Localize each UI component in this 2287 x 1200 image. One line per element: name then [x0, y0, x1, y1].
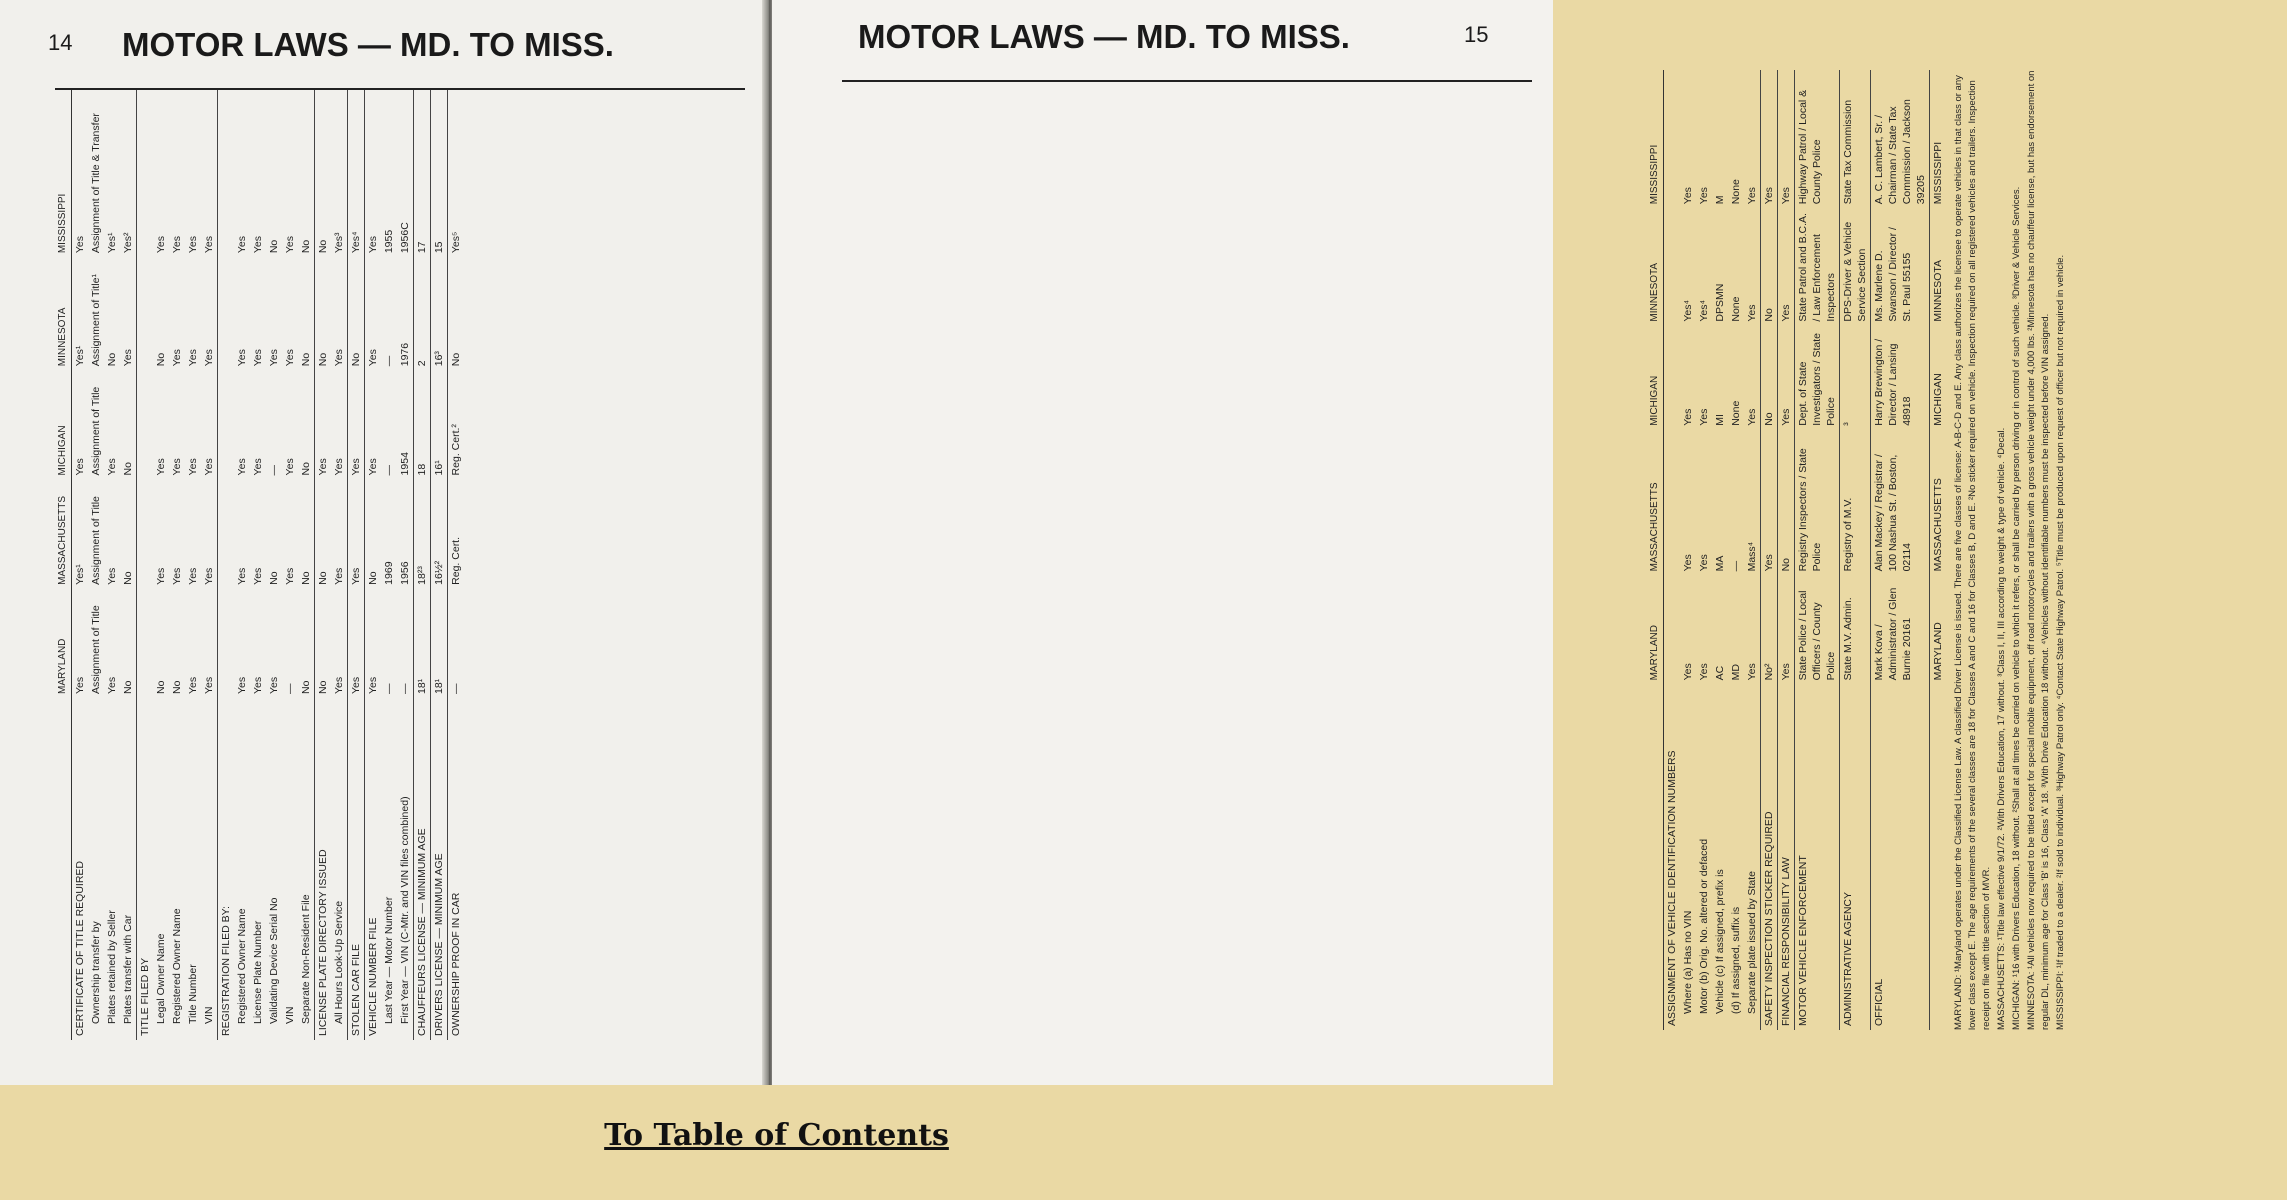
table-cell: Yes — [236, 236, 248, 254]
row-label: MOTOR VEHICLE ENFORCEMENT — [1795, 684, 1840, 1030]
table-cell: No — [1761, 326, 1778, 430]
table-cell: No — [106, 352, 118, 367]
table-cell: — — [448, 589, 465, 698]
table-cell: Yes — [252, 236, 264, 254]
table-cell: No — [1761, 208, 1778, 325]
table-cell: Yes — [236, 567, 248, 585]
table-cell: Yes — [1778, 208, 1795, 325]
table-row — [234, 90, 250, 1040]
table-cell: Yes⁴ — [348, 90, 365, 257]
table-cell: Assignment of Title — [90, 605, 102, 694]
table-cell: Harry Brewington / Director / Lansing 48918 — [1871, 326, 1930, 430]
column-header: MASSACHUSETTS — [55, 479, 72, 588]
table-row — [1930, 70, 1947, 1030]
table-cell: Yes — [1698, 408, 1710, 426]
table-cell: Yes — [1761, 430, 1778, 576]
table-cell: No — [365, 479, 382, 588]
table-cell: M — [1714, 195, 1726, 205]
table-row — [1778, 70, 1795, 1030]
table-cell: Yes — [1698, 554, 1710, 572]
table-cell: Yes — [72, 90, 89, 257]
table-cell: MICHIGAN — [1930, 326, 1947, 430]
table-cell: Yes — [333, 458, 345, 476]
table-cell: Registry of M.V. — [1840, 430, 1871, 576]
table-cell: No — [300, 462, 312, 476]
row-label: All Hours Look-Up Service — [333, 900, 345, 1024]
table-cell: No — [155, 680, 167, 694]
page-number: 14 — [48, 30, 73, 55]
table-row — [298, 90, 315, 1040]
column-header: MICHIGAN — [1647, 326, 1664, 430]
table-cell: 2 — [414, 257, 431, 370]
table-cell: No — [448, 257, 465, 370]
table-row — [315, 90, 332, 1040]
column-header: MISSISSIPPI — [55, 90, 72, 257]
column-header: MARYLAND — [1647, 575, 1664, 684]
table-cell: AC — [1714, 665, 1726, 681]
table-cell: State Police / Local Officers / County Police — [1795, 575, 1840, 684]
column-header-label — [1647, 684, 1664, 1030]
table-cell: Highway Patrol / Local & County Police — [1795, 70, 1840, 208]
row-label: Registered Owner Name — [236, 908, 248, 1024]
table-cell: Yes — [1778, 326, 1795, 430]
table-cell: Yes — [155, 567, 167, 585]
table-cell: Yes — [348, 589, 365, 698]
table-cell: Yes — [284, 567, 296, 585]
footnote: MARYLAND: ¹Maryland operates under the Classified License Law. A classified Driver License is issued. There are five classes of license: A-B-C-D and E. Any class authorizes the licensee to operate vehicles in that class or any lower class except E. The age requirements of the several classes are 18 for Classes A and C and 16 for Classes B, D and E. ²No sticker required on vehicle. Inspection required on all registered vehicles and trailers. Inspection receipt on file with title section of MVR. — [1953, 75, 1992, 1030]
table-cell: No — [300, 239, 312, 254]
row-label: OFFICIAL — [1871, 684, 1930, 1030]
row-label: TITLE FILED BY — [137, 698, 154, 1040]
table-cell: Yes — [106, 458, 118, 476]
table-cell: 18²³ — [414, 479, 431, 588]
table-cell: Yes — [171, 349, 183, 367]
table-cell: 16½² — [431, 479, 448, 588]
footnote: MICHIGAN: ¹16 with Drivers Education, 18 without. ²Shall at all times be carried on vehicle to which it refers, or shall be carried by person driving or in control of such vehicle. ³Driver & Vehicle Services. — [2011, 186, 2022, 1030]
table-row — [1761, 70, 1778, 1030]
table-cell: Yes — [1698, 663, 1710, 681]
table-cell: Yes — [187, 458, 199, 476]
table-cell: ³ — [1840, 326, 1871, 430]
table-cell: Yes¹ — [106, 232, 118, 254]
table-cell — [1664, 430, 1681, 576]
table-row — [137, 90, 154, 1040]
column-header: MICHIGAN — [55, 370, 72, 479]
table-cell: Yes — [268, 676, 280, 694]
table-cell: 16³ — [431, 257, 448, 370]
table-cell: State M.V. Admin. — [1840, 575, 1871, 684]
row-label: Separate plate issued by State — [1746, 870, 1758, 1014]
row-label: Last Year — Motor Number — [383, 896, 395, 1024]
column-header-label — [55, 698, 72, 1040]
table-cell: 1956 — [399, 561, 411, 585]
table-cell: Yes — [203, 236, 215, 254]
table-cell: Yes — [1778, 575, 1795, 684]
table-cell: A. C. Lambert, Sr. / Chairman / State Tax Commission / Jackson 39205 — [1871, 70, 1930, 208]
table-cell: No — [171, 680, 183, 694]
table-cell: Assignment of Title¹ — [90, 274, 102, 367]
table-cell: Mark Kova / Administrator / Glen Burnie 20161 — [1871, 575, 1930, 684]
table-cell: — — [383, 683, 395, 694]
table-cell: Yes⁴ — [1682, 299, 1694, 322]
table-cell: Yes — [187, 567, 199, 585]
table-row — [348, 90, 365, 1040]
row-label: ASSIGNMENT OF VEHICLE IDENTIFICATION NUMBERS — [1664, 684, 1681, 1030]
table-cell: No — [300, 680, 312, 694]
table-cell: MA — [1714, 555, 1726, 572]
table-cell: No — [122, 680, 134, 694]
table-row — [1871, 70, 1930, 1030]
table-cell: — — [383, 464, 395, 476]
table-cell: No — [155, 352, 167, 367]
table-cell: State Patrol and B.C.A. / Law Enforcement Inspectors — [1795, 208, 1840, 325]
table-row — [1744, 70, 1761, 1030]
table-row — [381, 90, 397, 1040]
table-cell: Yes — [315, 370, 332, 479]
table-cell: Yes — [1746, 187, 1758, 205]
row-label: Where (a) Has no VIN — [1682, 910, 1694, 1014]
row-label: Legal Owner Name — [155, 933, 167, 1024]
page-number: 15 — [1464, 22, 1489, 47]
table-cell: DPSMN — [1714, 283, 1726, 322]
table-cell: Yes — [348, 370, 365, 479]
row-label: STOLEN CAR FILE — [348, 698, 365, 1040]
footnote: MASSACHUSETTS: ¹Title law effective 9/1/72. ²With Drivers Education, 17 without. ³Class I, II, III according to weight & type of vehicle. ⁴Decal. — [1996, 427, 2007, 1030]
table-cell: None — [1730, 400, 1742, 426]
table-cell: Yes⁵ — [448, 90, 465, 257]
row-label: VIN — [203, 1006, 215, 1024]
row-label: Ownership transfer by — [90, 921, 102, 1024]
table-cell: Yes — [236, 458, 248, 476]
footnote: MISSISSIPPI: ¹If traded to a dealer. ²If sold to individual. ³Highway Patrol only. ⁴Contact State Highway Patrol. ⁵Title must be produced upon request of officer but not required in vehicle. — [2055, 254, 2066, 1030]
table-cell: Yes — [203, 349, 215, 367]
table-cell: No — [300, 571, 312, 585]
table-cell: — — [1730, 560, 1742, 572]
row-label: VIN — [284, 1006, 296, 1024]
table-cell: DPS-Driver & Vehicle Service Section — [1840, 208, 1871, 325]
table-row — [250, 90, 266, 1040]
table-cell — [218, 370, 235, 479]
table-cell — [218, 257, 235, 370]
row-label: SAFETY INSPECTION STICKER REQUIRED — [1761, 684, 1778, 1030]
table-row — [169, 90, 185, 1040]
table-cell — [1664, 70, 1681, 208]
table-cell: No — [315, 90, 332, 257]
row-label: Validating Device Serial No — [268, 897, 280, 1024]
table-cell: Yes — [122, 349, 134, 367]
right-page — [772, 0, 2066, 1085]
row-label: First Year — VIN (C-Mtr. and VIN files combined) — [399, 796, 411, 1024]
table-cell: No — [300, 352, 312, 367]
table-cell — [1664, 208, 1681, 325]
table-cell: Yes — [252, 458, 264, 476]
table-cell: Yes — [236, 349, 248, 367]
table-cell: Yes — [268, 349, 280, 367]
table-cell: 1954 — [399, 452, 411, 476]
row-label: Motor (b) Orig. No. altered or defaced — [1698, 838, 1710, 1014]
table-cell: Yes — [284, 349, 296, 367]
column-header: MINNESOTA — [55, 257, 72, 370]
table-cell: Yes — [365, 90, 382, 257]
table-cell: Yes — [187, 349, 199, 367]
table-cell: Assignment of Title — [90, 386, 102, 476]
table-row — [448, 90, 465, 1040]
table-cell: Yes — [1682, 663, 1694, 681]
table-cell: MARYLAND — [1930, 575, 1947, 684]
table-row — [282, 90, 298, 1040]
footnotes — [1952, 70, 2068, 1030]
column-header: MARYLAND — [55, 589, 72, 698]
column-header: MISSISSIPPI — [1647, 70, 1664, 208]
page-title: MOTOR LAWS — MD. TO MISS. — [858, 18, 1350, 55]
motor-laws-table-right — [1647, 70, 1946, 1030]
row-label: LICENSE PLATE DIRECTORY ISSUED — [315, 698, 332, 1040]
row-label: REGISTRATION FILED BY: — [218, 698, 235, 1040]
row-label: CHAUFFEURS LICENSE — MINIMUM AGE — [414, 698, 431, 1040]
table-cell: State Tax Commission — [1840, 70, 1871, 208]
table-cell: Yes — [1682, 187, 1694, 205]
table-cell: Yes — [284, 458, 296, 476]
table-cell — [137, 479, 154, 588]
table-cell: Yes — [1778, 70, 1795, 208]
table-cell: Yes — [365, 589, 382, 698]
table-cell: None — [1730, 179, 1742, 205]
table-row — [72, 90, 89, 1040]
row-label: OWNERSHIP PROOF IN CAR — [448, 698, 465, 1040]
table-of-contents-link[interactable]: To Table of Contents — [604, 1118, 949, 1153]
row-label: License Plate Number — [252, 920, 264, 1024]
table-row — [331, 90, 348, 1040]
table-cell: Yes¹ — [72, 479, 89, 588]
row-label — [1930, 684, 1947, 1030]
table-row — [1840, 70, 1871, 1030]
table-cell — [137, 90, 154, 257]
table-cell: 1976 — [399, 342, 411, 367]
table-row — [104, 90, 120, 1040]
table-cell: No — [348, 257, 365, 370]
table-cell: Yes — [106, 567, 118, 585]
row-label: (d) If assigned, suffix is — [1730, 906, 1742, 1014]
table-cell: — — [268, 464, 280, 476]
table-row — [414, 90, 431, 1040]
table-cell: 15 — [431, 90, 448, 257]
table-row — [201, 90, 218, 1040]
table-row — [1712, 70, 1728, 1030]
table-cell: — — [284, 683, 296, 694]
table-cell: 18¹ — [431, 589, 448, 698]
row-label: CERTIFICATE OF TITLE REQUIRED — [72, 698, 89, 1040]
table-row — [1795, 70, 1840, 1030]
table-row — [397, 90, 414, 1040]
table-cell: Yes — [155, 458, 167, 476]
table-cell: Mass⁴ — [1746, 541, 1758, 572]
table-cell: No — [268, 571, 280, 585]
table-cell: Yes — [333, 349, 345, 367]
table-cell: Yes — [333, 567, 345, 585]
table-cell: Yes — [365, 370, 382, 479]
table-cell — [218, 589, 235, 698]
table-cell: Yes — [252, 349, 264, 367]
table-cell: No — [122, 571, 134, 585]
table-cell: Yes — [1698, 187, 1710, 205]
table-cell: MISSISSIPPI — [1930, 70, 1947, 208]
left-page — [0, 0, 768, 1085]
table-cell: Yes — [171, 458, 183, 476]
table-cell: No — [315, 257, 332, 370]
rotated-table-container — [55, 90, 695, 1040]
table-cell: Yes — [203, 567, 215, 585]
table-cell: Dept. of State Investigators / State Police — [1795, 326, 1840, 430]
page-title: MOTOR LAWS — MD. TO MISS. — [122, 26, 614, 63]
table-cell: No — [268, 239, 280, 254]
table-row — [1728, 70, 1744, 1030]
table-cell: No² — [1761, 575, 1778, 684]
table-cell — [137, 370, 154, 479]
table-row — [120, 90, 137, 1040]
column-header: MINNESOTA — [1647, 208, 1664, 325]
table-cell: None — [1730, 296, 1742, 322]
table-cell: — — [383, 355, 395, 367]
table-row — [266, 90, 282, 1040]
table-cell: 17 — [414, 90, 431, 257]
table-cell — [1664, 575, 1681, 684]
row-label: Registered Owner Name — [171, 908, 183, 1024]
table-row — [1696, 70, 1712, 1030]
table-cell: Yes — [333, 676, 345, 694]
table-row — [153, 90, 169, 1040]
table-row — [431, 90, 448, 1040]
table-cell: Yes — [203, 458, 215, 476]
table-cell: No — [315, 479, 332, 588]
row-label: Plates retained by Seller — [106, 910, 118, 1024]
row-label: Vehicle (c) If assigned, prefix is — [1714, 869, 1726, 1014]
row-label: Plates transfer with Car — [122, 914, 134, 1024]
rotated-table-container — [1647, 70, 2287, 1030]
table-cell: No — [315, 589, 332, 698]
table-cell: Ms. Marlene D. Swanson / Director / St. Paul 55155 — [1871, 208, 1930, 325]
table-cell: Yes — [72, 589, 89, 698]
table-cell: 1955 — [383, 229, 395, 254]
table-cell — [1664, 326, 1681, 430]
table-cell: MINNESOTA — [1930, 208, 1947, 325]
table-cell: Yes³ — [333, 232, 345, 254]
table-cell: Reg. Cert. — [448, 479, 465, 588]
table-cell: 1956C — [399, 222, 411, 254]
table-cell: Yes — [171, 236, 183, 254]
table-cell: Yes — [1682, 554, 1694, 572]
table-cell: MASSACHUSETTS — [1930, 430, 1947, 576]
table-cell: Yes — [348, 479, 365, 588]
table-cell: Yes — [203, 676, 215, 694]
table-cell: Yes — [252, 567, 264, 585]
table-cell: 1969 — [383, 561, 395, 585]
table-cell: Yes — [284, 236, 296, 254]
table-cell: Alan Mackey / Registrar / 100 Nashua St. / Boston, 02114 — [1871, 430, 1930, 576]
row-label: DRIVERS LICENSE — MINIMUM AGE — [431, 698, 448, 1040]
table-cell: — — [399, 683, 411, 694]
table-cell: No — [122, 462, 134, 476]
table-cell: 16¹ — [431, 370, 448, 479]
row-label: VEHICLE NUMBER FILE — [365, 698, 382, 1040]
table-cell: Yes — [106, 676, 118, 694]
table-cell — [137, 257, 154, 370]
table-row — [1680, 70, 1696, 1030]
table-cell: Reg. Cert.² — [448, 370, 465, 479]
table-row — [1664, 70, 1681, 1030]
table-cell: 18¹ — [414, 589, 431, 698]
table-cell: Yes — [187, 236, 199, 254]
table-cell: Yes¹ — [72, 257, 89, 370]
table-cell: 18 — [414, 370, 431, 479]
table-cell: Yes² — [122, 232, 134, 254]
table-cell: Yes — [1746, 304, 1758, 322]
table-of-contents-link-wrap — [0, 1118, 1553, 1153]
table-cell: Yes — [365, 257, 382, 370]
row-label: ADMINISTRATIVE AGENCY — [1840, 684, 1871, 1030]
table-row — [218, 90, 235, 1040]
table-cell: MI — [1714, 414, 1726, 426]
table-cell: Yes — [171, 567, 183, 585]
column-header: MASSACHUSETTS — [1647, 430, 1664, 576]
table-cell — [218, 90, 235, 257]
table-cell — [137, 589, 154, 698]
header-rule — [842, 80, 1532, 82]
table-cell: Yes — [187, 676, 199, 694]
table-row — [185, 90, 201, 1040]
motor-laws-table-left — [55, 90, 464, 1040]
table-cell: Yes — [1746, 663, 1758, 681]
table-cell: Yes — [1761, 70, 1778, 208]
table-cell: Yes — [1682, 408, 1694, 426]
table-cell: Registry Inspectors / State Police — [1795, 430, 1840, 576]
table-cell: Yes — [1746, 408, 1758, 426]
row-label: FINANCIAL RESPONSIBILITY LAW — [1778, 684, 1795, 1030]
table-cell: Assignment of Title — [90, 496, 102, 585]
table-cell: Yes — [236, 676, 248, 694]
table-cell: Yes — [72, 370, 89, 479]
table-cell — [218, 479, 235, 588]
table-row — [365, 90, 382, 1040]
table-cell: Assignment of Title & Transfer — [90, 113, 102, 254]
table-cell: MD — [1730, 664, 1742, 681]
table-cell: No — [1778, 430, 1795, 576]
row-label: Title Number — [187, 964, 199, 1024]
table-row — [88, 90, 104, 1040]
row-label: Separate Non-Resident File — [300, 894, 312, 1024]
table-cell: Yes — [252, 676, 264, 694]
table-cell: Yes⁴ — [1698, 299, 1710, 322]
table-cell: Yes — [155, 236, 167, 254]
footnote: MINNESOTA: ¹All vehicles now required to be titled except for special mobile equipment, off road motorcycles and trailers with a gross vehicle weight under 4,000 lbs. ²Minnesota has no chauffeur license, but has endorsement on regular DL, minimum age for Class 'B' is 16, Class 'A' 18. ³With Drive Education 18 without. ⁴Vehicles without identifiable numbers must be inspected before VIN assigned. — [2026, 70, 2051, 1030]
